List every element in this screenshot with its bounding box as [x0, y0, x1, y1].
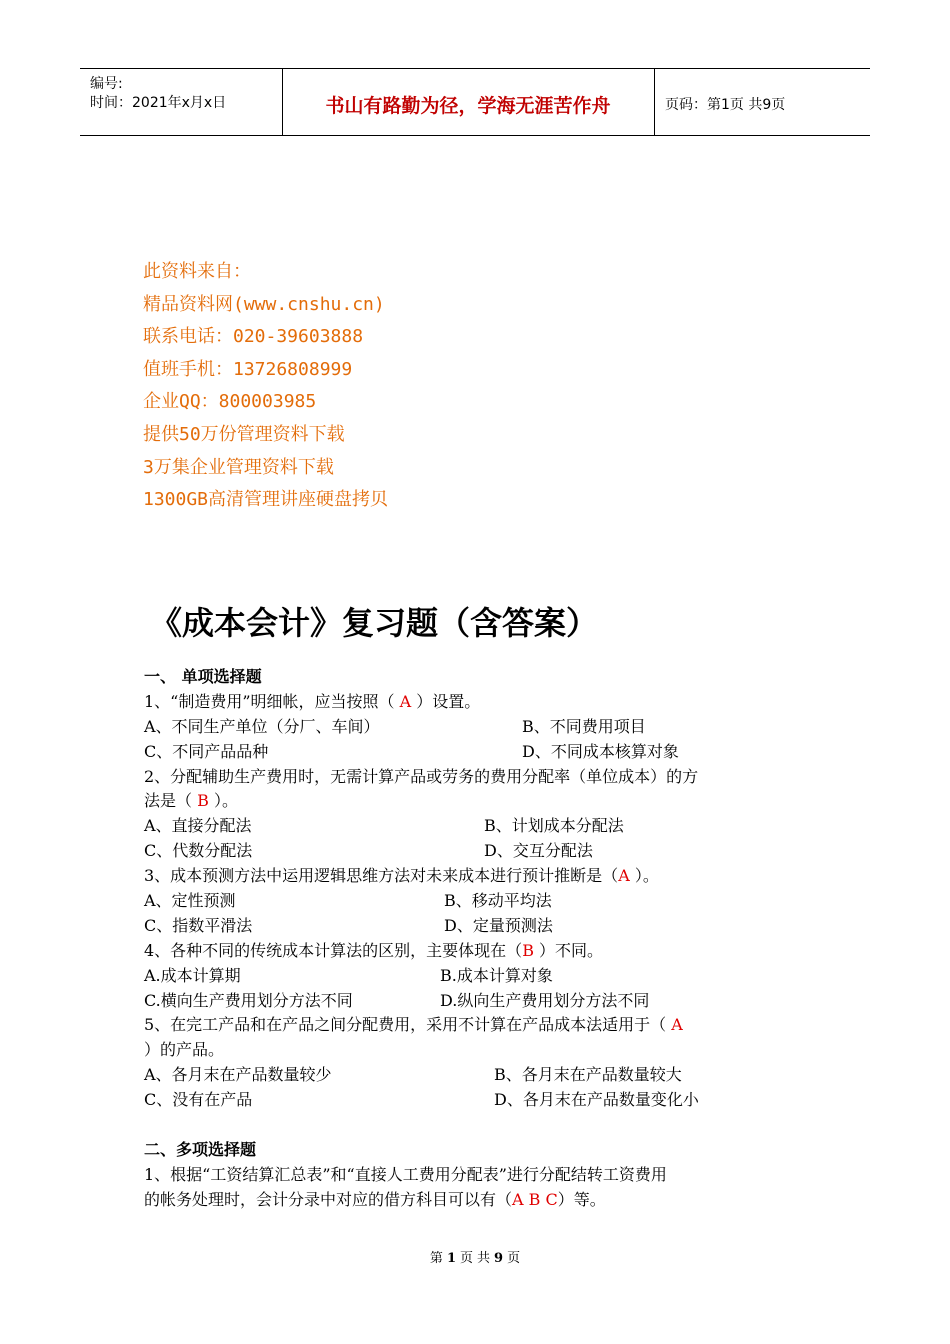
option-c: C、指数平滑法	[144, 915, 253, 935]
option-b: B、移动平均法	[444, 891, 552, 911]
answer-mark: A	[671, 1015, 683, 1035]
source-line: 联系电话：020-39603888	[143, 326, 364, 348]
option-a: A.成本计算期	[144, 965, 241, 985]
source-info-block	[143, 256, 388, 517]
number-label: 编号:	[90, 76, 123, 92]
stem-text: 3、成本预测方法中运用逻辑思维方法对未来成本进行预计推断是（	[144, 866, 619, 886]
option-c: C.横向生产费用划分方法不同	[144, 990, 353, 1010]
source-line: 1300GB高清管理讲座硬盘拷贝	[143, 489, 389, 511]
header-cell-page	[655, 69, 870, 135]
source-line: 值班手机：13726808999	[143, 358, 353, 380]
stem-text: ）等。	[557, 1189, 606, 1209]
section-heading: 二、多项选择题	[144, 1140, 257, 1160]
stem-text: 5、在完工产品和在产品之间分配费用，采用不计算在产品成本法适用于（	[144, 1015, 672, 1035]
source-line: 精品资料网(www.cnshu.cn)	[143, 293, 385, 315]
question-content	[144, 665, 814, 1213]
option-d: D.纵向生产费用划分方法不同	[440, 990, 650, 1010]
footer-text: 共	[477, 1251, 491, 1266]
option-row	[144, 989, 814, 1014]
footer-page-number: 1	[446, 1251, 456, 1266]
answer-mark: A B C	[512, 1189, 558, 1209]
stem-text: ）。	[629, 866, 659, 886]
question-stem: ）的产品。	[144, 1040, 225, 1060]
stem-text: ）不同。	[533, 940, 604, 960]
option-a: A、不同生产单位（分厂、车间）	[144, 716, 380, 736]
question-stem	[144, 1013, 814, 1038]
answer-mark: B	[197, 791, 209, 811]
option-b: B、计划成本分配法	[484, 816, 624, 836]
question-stem	[144, 690, 814, 715]
option-row	[144, 914, 814, 939]
option-row	[144, 839, 814, 864]
option-b: B、各月末在产品数量较大	[494, 1065, 682, 1085]
answer-mark: A	[618, 866, 630, 886]
section-heading: 一、 单项选择题	[144, 667, 262, 686]
spacer	[144, 1113, 814, 1138]
time-label: 时间：2021年x月x日	[90, 95, 227, 111]
option-d: D、交互分配法	[484, 841, 593, 861]
option-row	[144, 889, 814, 914]
option-d: D、定量预测法	[444, 915, 553, 935]
stem-text: 4、各种不同的传统成本计算法的区别，主要体现在（	[144, 940, 523, 960]
option-row	[144, 740, 814, 765]
answer-mark: B	[522, 940, 534, 960]
stem-text: ）设置。	[411, 691, 481, 711]
question-stem: 1、根据“工资结算汇总表”和“直接人工费用分配表”进行分配结转工资费用	[144, 1164, 667, 1184]
option-row	[144, 964, 814, 989]
question-stem: 2、分配辅助生产费用时，无需计算产品或劳务的费用分配率（单位成本）的方	[144, 766, 699, 786]
header-table	[80, 68, 870, 136]
question-stem	[144, 939, 814, 964]
footer-text: 页	[459, 1251, 473, 1266]
source-line: 此资料来自：	[143, 261, 251, 282]
header-cell-meta	[80, 69, 283, 135]
question-stem	[144, 864, 814, 889]
option-row	[144, 715, 814, 740]
option-c: C、没有在产品	[144, 1090, 253, 1110]
stem-text: ）。	[208, 791, 238, 811]
option-row	[144, 1088, 814, 1113]
question-stem	[144, 789, 814, 814]
option-d: D、各月末在产品数量变化小	[494, 1090, 699, 1110]
page-info: 页码：第1页 共9页	[665, 97, 786, 113]
option-a: A、直接分配法	[144, 816, 252, 836]
footer-text: 第	[429, 1251, 443, 1266]
footer-page-total: 9	[494, 1251, 504, 1266]
option-row	[144, 1063, 814, 1088]
page-footer	[0, 1247, 950, 1266]
question-stem	[144, 1188, 814, 1213]
source-line: 提供50万份管理资料下载	[143, 423, 345, 445]
option-c: C、代数分配法	[144, 841, 253, 861]
source-line: 企业QQ：800003985	[143, 391, 317, 413]
document-title: 《成本会计》复习题（含答案）	[150, 604, 599, 642]
option-b: B、不同费用项目	[522, 716, 646, 736]
answer-mark: A	[399, 691, 412, 711]
option-c: C、不同产品品种	[144, 741, 269, 761]
option-d: D、不同成本核算对象	[522, 741, 679, 761]
stem-text: 的帐务处理时，会计分录中对应的借方科目可以有（	[144, 1189, 513, 1209]
footer-text: 页	[507, 1251, 521, 1266]
option-a: A、各月末在产品数量较少	[144, 1065, 332, 1085]
source-line: 3万集企业管理资料下载	[143, 456, 334, 478]
option-b: B.成本计算对象	[440, 965, 553, 985]
motto: 书山有路勤为径，学海无涯苦作舟	[325, 95, 611, 117]
stem-text: 法是（	[144, 791, 198, 811]
option-a: A、定性预测	[144, 891, 236, 911]
stem-text: 1、“制造费用”明细帐，应当按照（	[144, 691, 400, 711]
header-cell-motto	[282, 69, 655, 135]
option-row	[144, 814, 814, 839]
